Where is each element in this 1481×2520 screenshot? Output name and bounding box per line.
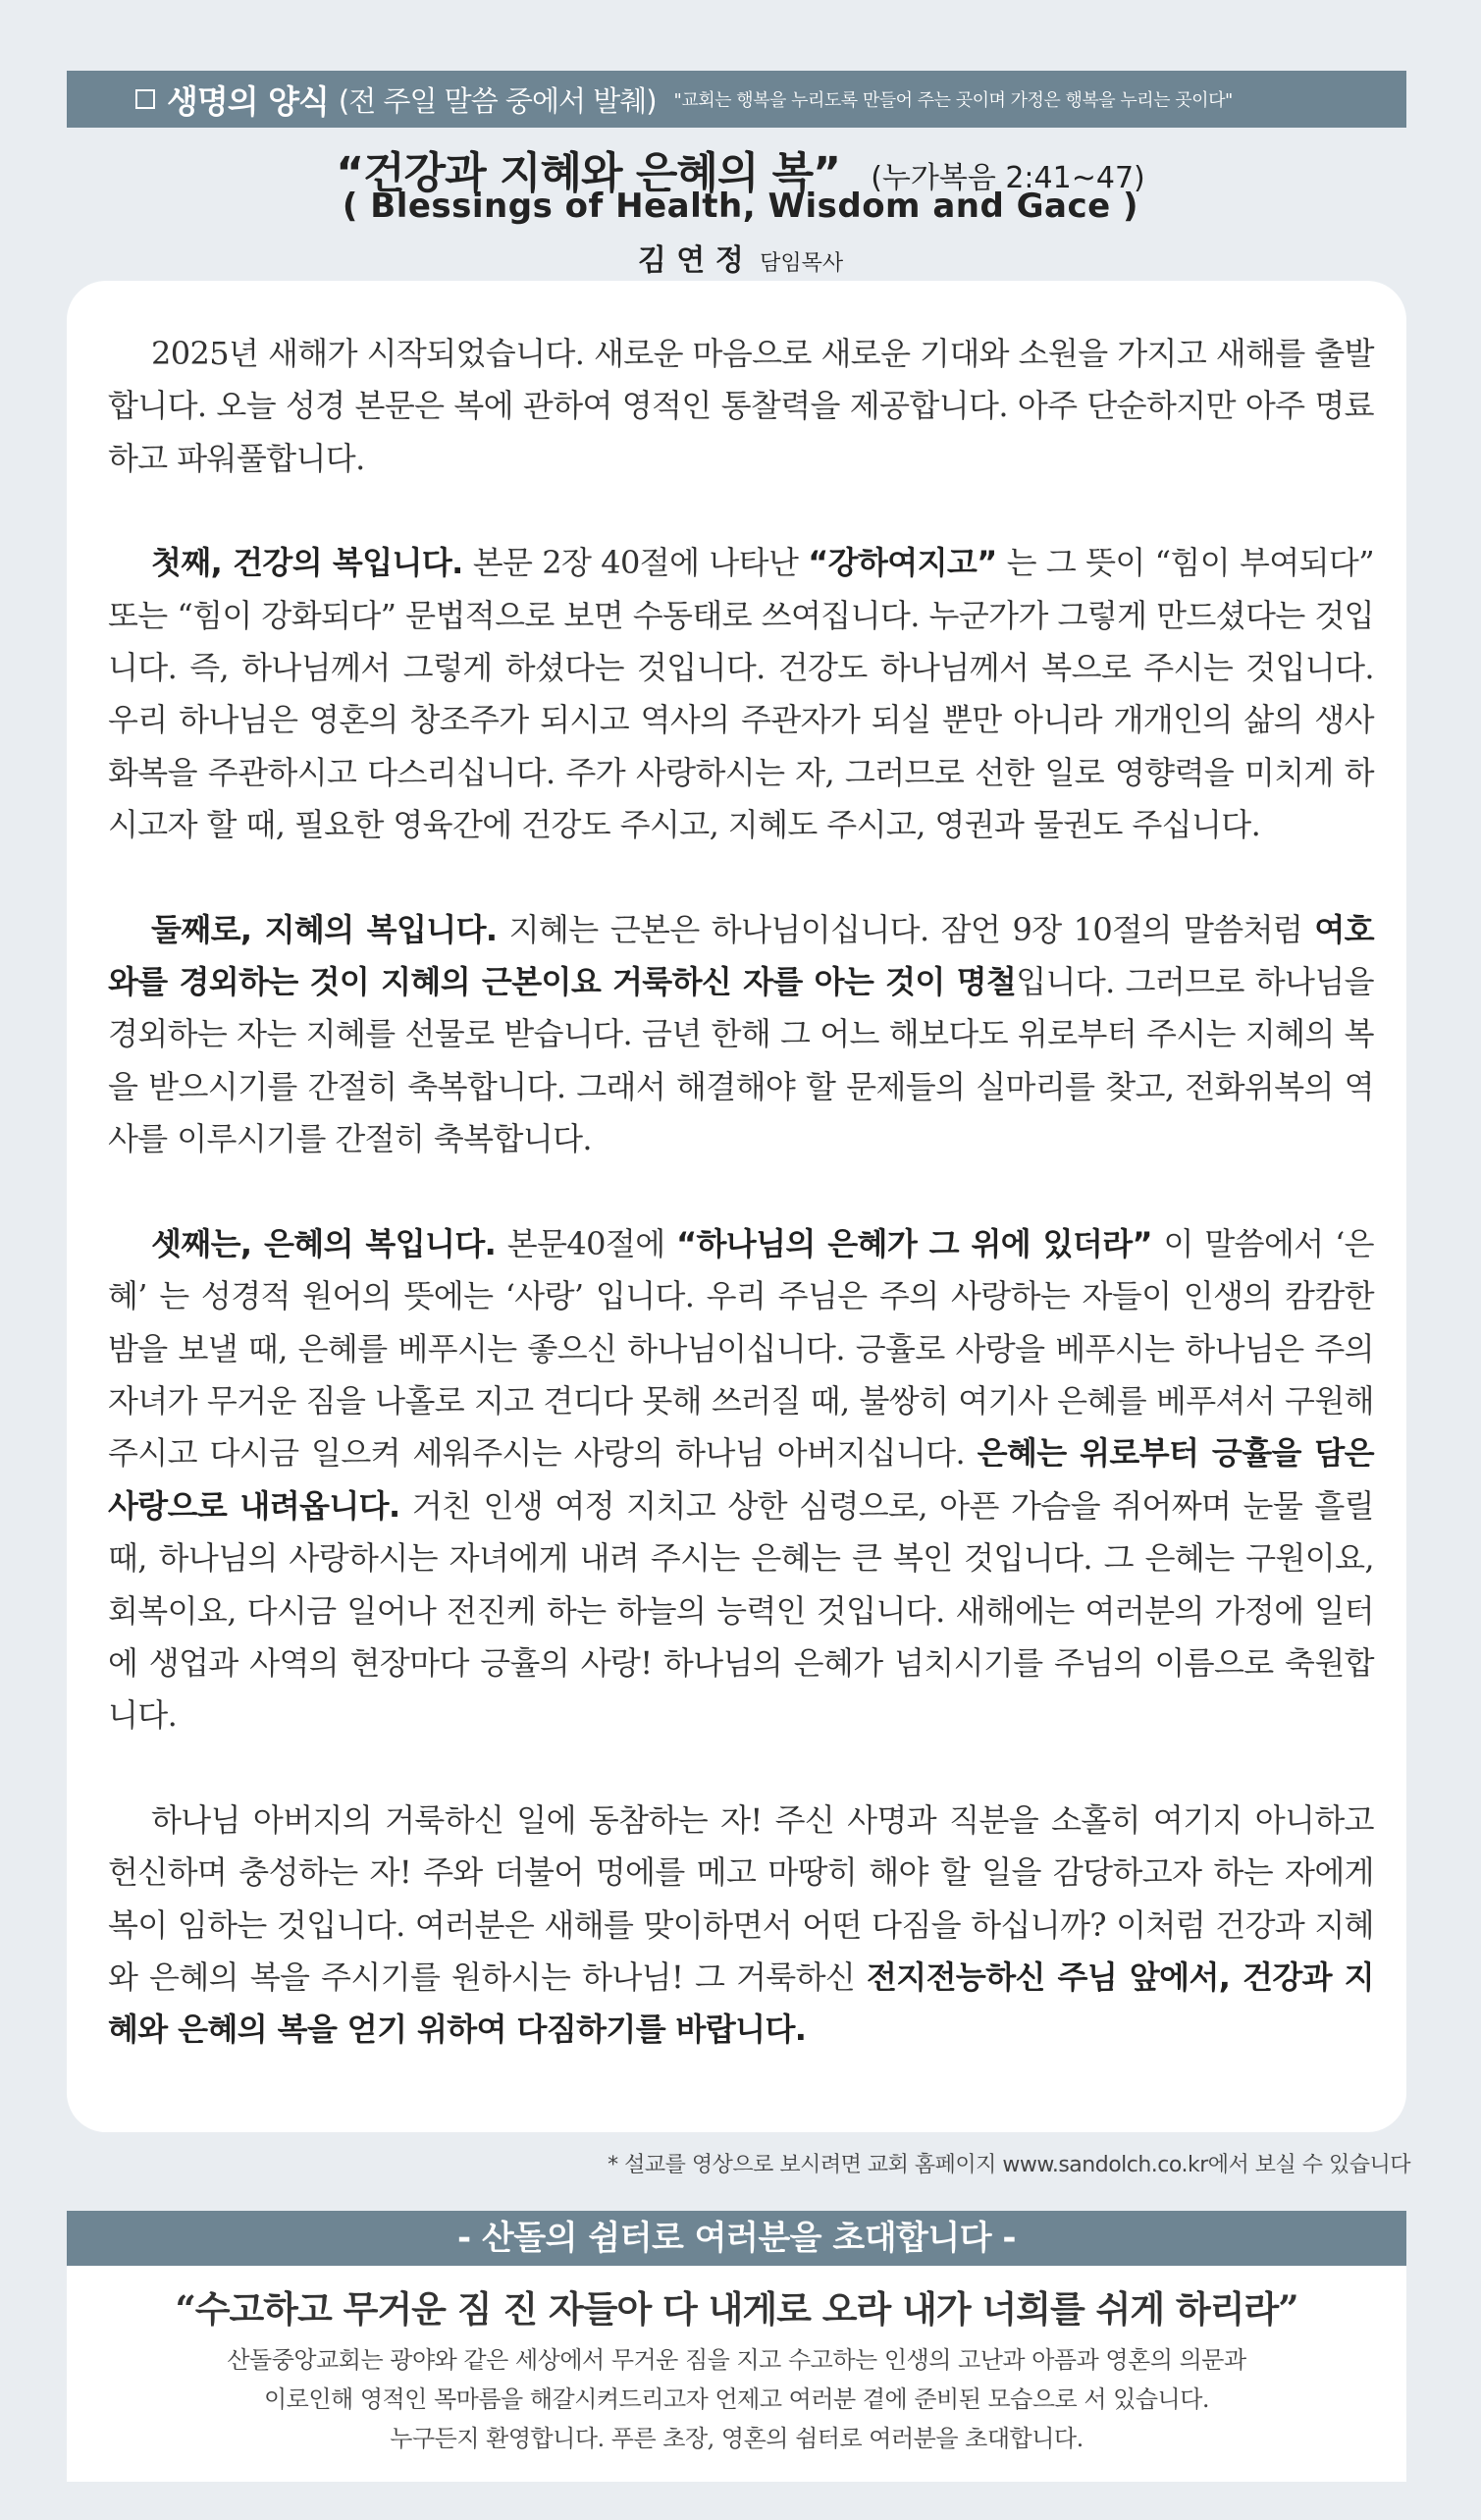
section-title: 생명의 양식 <box>167 81 329 121</box>
paragraph-health <box>108 537 1374 851</box>
grace-text-b: 이 말씀에서 ‘은혜’ 는 성경적 원어의 뜻에는 ‘사랑’ 입니다. 우리 주님은 주의 사랑하는 자들이 인생의 캄캄한 밤을 보낼 때, 은혜를 베푸시는 좋으신 하나님이십니다. 긍휼로 사랑을 베푸시는 하나님은 주의 자녀가 무거운 짐을 나홀로 지고 견디다 못해 쓰러질 때, 불쌍히 여기사 은혜를 베푸셔서 구원해 주시고 다시금 일으켜 세워주시는 사랑의 하나님 아버지십니다. <box>108 1224 1374 1473</box>
section-subtitle: (전 주일 말씀 중에서 발췌) <box>338 83 657 118</box>
heading-health: 첫째, 건강의 복입니다. <box>151 544 463 582</box>
video-note: * 설교를 영상으로 보시려면 교회 홈페이지 www.sandolch.co.kr에서 보실 수 있습니다 <box>608 2153 1410 2177</box>
invite-quote: “수고하고 무거운 짐 진 자들아 다 내게로 오라 내가 너희를 쉬게 하리라” <box>175 2287 1298 2331</box>
pastor-name: 김 연 정 <box>637 243 744 278</box>
section-header-bar <box>67 71 1406 128</box>
scripture-reference: (누가복음 2:41~47) <box>871 161 1145 195</box>
health-text-a: 본문 2장 40절에 나타난 <box>462 544 809 582</box>
invite-panel <box>67 2266 1406 2482</box>
grace-bold: 은혜는 위로부터 긍휼을 담은 사랑으로 내려옵니다. <box>108 1434 1374 1525</box>
paragraph-wisdom <box>108 904 1374 1166</box>
paragraph-grace <box>108 1218 1374 1743</box>
heading-wisdom: 둘째로, 지혜의 복입니다. <box>151 910 498 948</box>
grace-text-c: 거친 인생 여정 지치고 상한 심령으로, 아픈 가슴을 쥐어짜며 눈물 흘릴 때, 하나님의 사랑하시는 자녀에게 내려 주시는 은혜는 큰 복인 것입니다. 그 은혜는 구원이요, 회복이요, 다시금 일어나 전진케 하는 하늘의 능력인 것입니다. 새해에는 여러분의 가정에 일터에 생업과 사역의 현장마다 긍휼의 사랑! 하나님의 은혜가 넘치시기를 주님의 이름으로 축원합니다. <box>108 1486 1374 1735</box>
sermon-card <box>67 281 1406 2132</box>
health-quote: “강하여지고” <box>808 544 997 582</box>
sermon-body <box>108 328 1374 2057</box>
closing-text: 하나님 아버지의 거룩하신 일에 동참하는 자! 주신 사명과 직분을 소홀히 여기지 아니하고 헌신하며 충성하는 자! 주와 더불어 멍에를 메고 마땅히 해야 할 일을 감당하고자 하는 자에게 복이 임하는 것입니다. 여러분은 새해를 맞이하면서 어떤 다짐을 하십니까? 이처럼 건강과 지혜와 은혜의 복을 주시기를 원하시는 하나님! 그 거룩하신 <box>108 1800 1374 1996</box>
english-title: ( Blessings of Health, Wisdom and Gace ) <box>342 187 1139 226</box>
wisdom-bold: 여호와를 경외하는 것이 지혜의 근본이요 거룩하신 자를 아는 것이 명철 <box>108 910 1374 1001</box>
intro-text: 2025년 새해가 시작되었습니다. 새로운 마음으로 새로운 기대와 소원을 가지고 새해를 출발합니다. 오늘 성경 본문은 복에 관하여 영적인 통찰력을 제공합니다. 아주 단순하지만 아주 명료하고 파워풀합니다. <box>108 335 1374 477</box>
invite-description <box>67 2340 1406 2458</box>
invite-line-2: 이로인해 영적인 목마름을 해갈시켜드리고자 언제고 여러분 곁에 준비된 모습으로 서 있습니다. <box>263 2386 1210 2413</box>
pastor-line <box>0 236 1481 279</box>
heading-grace: 셋째는, 은혜의 복입니다. <box>151 1224 497 1262</box>
invite-line-1: 산돌중앙교회는 광야와 같은 세상에서 무거운 짐을 지고 수고하는 인생의 고난과 아픔과 영혼의 의문과 <box>227 2346 1246 2374</box>
invite-title-bar: - 산돌의 쉼터로 여러분을 초대합니다 - <box>67 2211 1406 2266</box>
sermon-title: “건강과 지혜와 은혜의 복” <box>336 148 841 198</box>
closing-bold: 전지전능하신 주님 앞에서, 건강과 지혜와 은혜의 복을 얻기 위하여 다짐하기를 바랍니다. <box>108 1957 1374 2049</box>
wisdom-text-a: 지혜는 근본은 하나님이십니다. 잠언 9장 10절의 말씀처럼 <box>497 910 1315 948</box>
section-motto: "교회는 행복을 누리도록 만들어 주는 곳이며 가정은 행복을 누리는 곳이다" <box>673 90 1233 111</box>
invite-line-3: 누구든지 환영합니다. 푸른 초장, 영혼의 쉼터로 여러분을 초대합니다. <box>390 2425 1084 2452</box>
grace-quote: “하나님의 은혜가 그 위에 있더라” <box>676 1224 1152 1262</box>
paragraph-closing <box>108 1795 1374 2057</box>
paragraph-intro <box>108 328 1374 485</box>
grace-text-a: 본문40절에 <box>496 1224 677 1262</box>
health-text-b: 는 그 뜻이 “힘이 부여되다” 또는 “힘이 강화되다” 문법적으로 보면 수동태로 쓰여집니다. 누군가가 그렇게 만드셨다는 것입니다. 즉, 하나님께서 그렇게 하셨다는 것입니다. 건강도 하나님께서 복으로 주시는 것입니다. 우리 하나님은 영혼의 창조주가 되시고 역사의 주관자가 되실 뿐만 아니라 개개인의 삶의 생사화복을 주관하시고 다스리십니다. 주가 사랑하시는 자, 그러므로 선한 일로 영향력을 미치게 하시고자 할 때, 필요한 영육간에 건강도 주시고, 지혜도 주시고, 영권과 물권도 주십니다. <box>108 544 1375 844</box>
wisdom-text-b: 입니다. 그러므로 하나님을 경외하는 자는 지혜를 선물로 받습니다. 금년 한해 그 어느 해보다도 위로부터 주시는 지혜의 복을 받으시기를 간절히 축복합니다. 그래서 해결해야 할 문제들의 실마리를 찾고, 전화위복의 역사를 이루시기를 간절히 축복합니다. <box>108 963 1374 1158</box>
square-bullet-icon <box>135 89 155 109</box>
pastor-role: 담임목사 <box>760 251 844 276</box>
